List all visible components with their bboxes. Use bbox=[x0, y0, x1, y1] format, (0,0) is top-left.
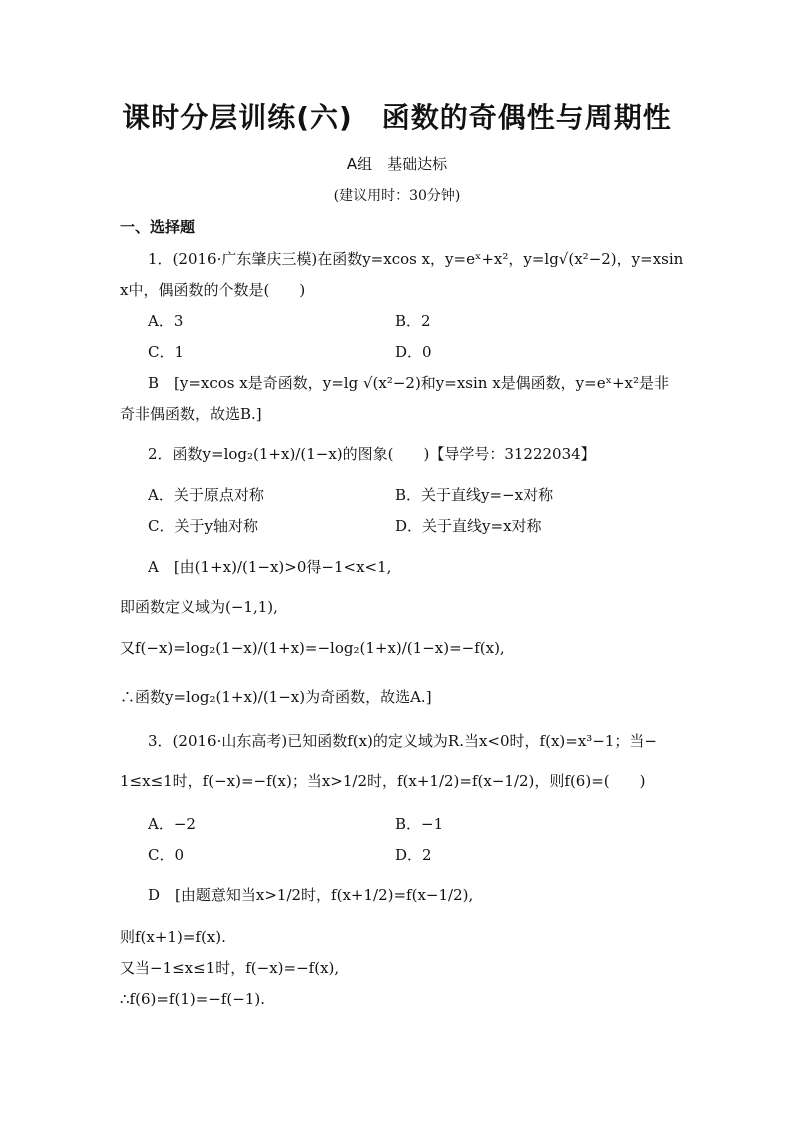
q2-answer-line3: 又f(−x)=log₂(1−x)/(1+x)=−log₂(1+x)/(1−x)=−f(x), bbox=[120, 639, 505, 657]
q3-option-d: D．2 bbox=[395, 846, 432, 864]
q2-answer-line4: ∴函数y=log₂(1+x)/(1−x)为奇函数，故选A.] bbox=[120, 688, 432, 706]
page-title: 课时分层训练(六) 函数的奇偶性与周期性 bbox=[122, 101, 672, 134]
q3-answer-line3: 又当−1≤x≤1时，f(−x)=−f(x), bbox=[120, 959, 340, 977]
q2-option-d: D．关于直线y=x对称 bbox=[395, 517, 542, 535]
q2-option-a: A．关于原点对称 bbox=[148, 486, 264, 504]
q3-answer-line4: ∴f(6)=f(1)=−f(−1). bbox=[120, 990, 265, 1008]
section-heading: 一、选择题 bbox=[120, 218, 196, 236]
q1-option-d: D．0 bbox=[395, 343, 432, 361]
q1-option-b: B．2 bbox=[395, 312, 431, 330]
time-note: (建议用时：30分钟) bbox=[333, 188, 461, 204]
q1-answer-line2: 奇非偶函数，故选B.] bbox=[120, 405, 262, 423]
q1-option-c: C．1 bbox=[148, 343, 185, 361]
q2-answer-line2: 即函数定义域为(−1,1), bbox=[120, 598, 278, 616]
q1-stem-line2: x中，偶函数的个数是( ) bbox=[120, 281, 306, 299]
q1-answer-line1: B [y=xcos x是奇函数，y=lg √(x²−2)和y=xsin x是偶函数，y=eˣ+x²是非 bbox=[148, 374, 669, 392]
q3-stem-line2: 1≤x≤1时，f(−x)=−f(x)；当x>1/2时，f(x+1/2)=f(x−1/2)，则f(6)=( ) bbox=[120, 772, 646, 790]
q1-stem-line1: 1．(2016·广东肇庆三模)在函数y=xcos x，y=eˣ+x²，y=lg√(x²−2)，y=xsin bbox=[148, 250, 684, 268]
q3-answer-line2: 则f(x+1)=f(x). bbox=[120, 928, 226, 946]
q1-option-a: A．3 bbox=[148, 312, 184, 330]
q2-answer-line1: A [由(1+x)/(1−x)>0得−1<x<1, bbox=[148, 558, 392, 576]
group-title: A组 基础达标 bbox=[346, 155, 448, 173]
q2-option-b: B．关于直线y=−x对称 bbox=[395, 486, 554, 504]
q3-stem-line1: 3．(2016·山东高考)已知函数f(x)的定义域为R.当x<0时，f(x)=x³−1；当− bbox=[148, 732, 657, 750]
q3-option-c: C．0 bbox=[148, 846, 185, 864]
q2-stem: 2．函数y=log₂(1+x)/(1−x)的图象( )【导学号：31222034】 bbox=[148, 445, 596, 463]
q2-option-c: C．关于y轴对称 bbox=[148, 517, 258, 535]
q3-option-b: B．−1 bbox=[395, 815, 444, 833]
q3-option-a: A．−2 bbox=[148, 815, 196, 833]
q3-answer-line1: D [由题意知当x>1/2时，f(x+1/2)=f(x−1/2), bbox=[148, 886, 474, 904]
